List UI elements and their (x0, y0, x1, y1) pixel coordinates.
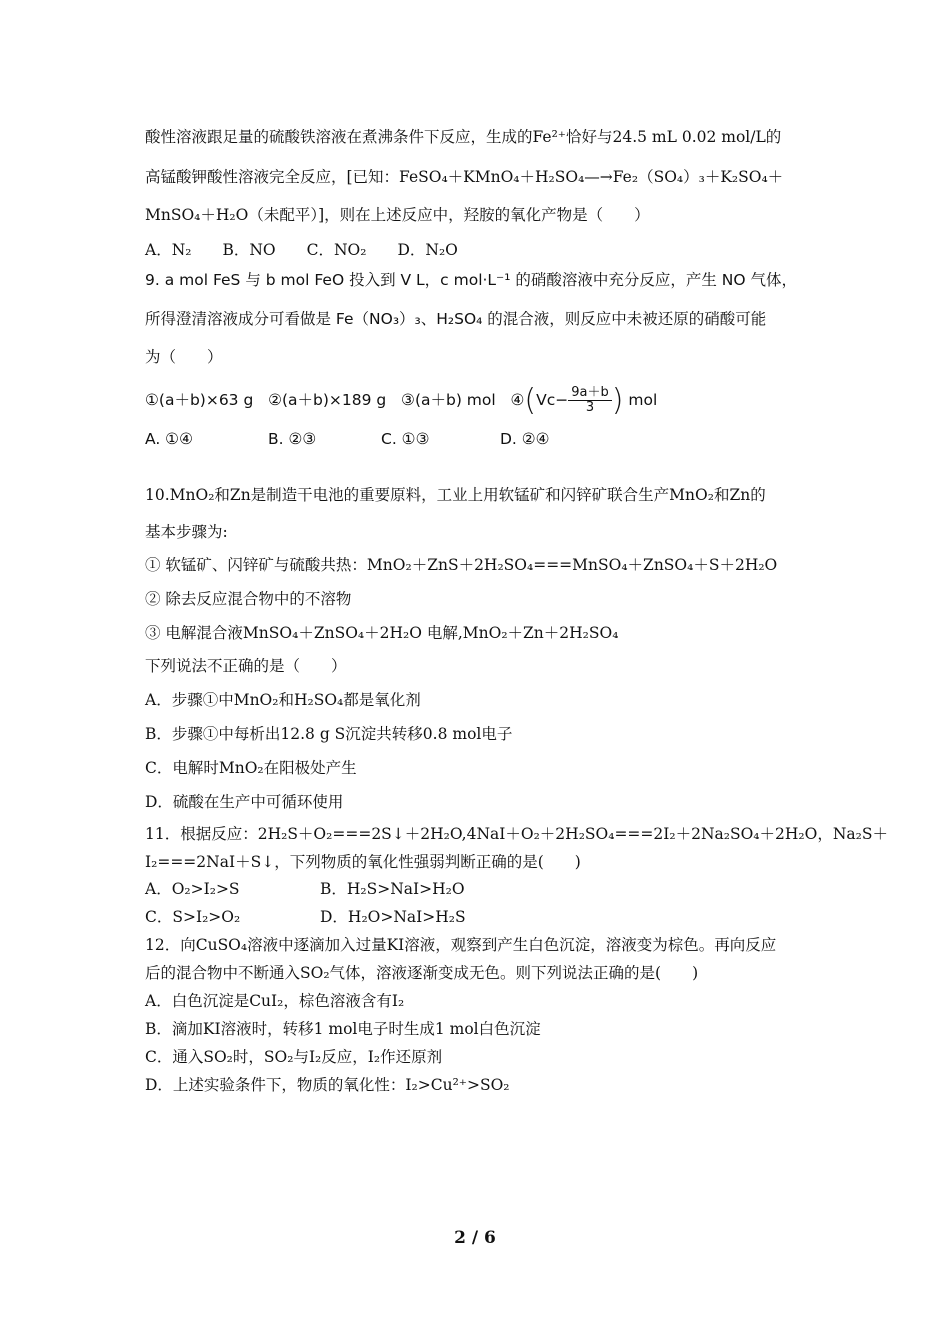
text-line-q10a: 10.MnO₂和Zn是制造干电池的重要原料，工业上用软锰矿和闪锌矿联合生产MnO₂和Zn的 (145, 486, 766, 504)
text-line-q10B: B．步骤①中每析出12.8 g S沉淀共转移0.8 mol电子 (145, 725, 513, 743)
text-line-l2: 高锰酸钾酸性溶液完全反应，[已知：FeSO₄＋KMnO₄＋H₂SO₄—→Fe₂（SO₄）₃＋K₂SO₄＋ (145, 168, 784, 186)
text-line-q12C: C．通入SO₂时，SO₂与I₂反应，I₂作还原剂 (145, 1048, 443, 1066)
q9-option-b: B. ②③ (268, 430, 317, 448)
text-line-l1: 酸性溶液跟足量的硫酸铁溶液在煮沸条件下反应，生成的Fe²⁺恰好与24.5 mL 0.02 mol/L的 (145, 128, 782, 146)
text-line-q10c: ① 软锰矿、闪锌矿与硫酸共热：MnO₂＋ZnS＋2H₂SO₄===MnSO₄＋ZnSO₄＋S＋2H₂O (145, 556, 778, 574)
text-line-q12A: A．白色沉淀是CuI₂，棕色溶液含有I₂ (145, 992, 405, 1010)
text-line-q9c: 为（ ） (145, 348, 223, 366)
text-line-q9a: 9. a mol FeS 与 b mol FeO 投入到 V L，c mol·L⁻¹ 的硝酸溶液中充分反应，产生 NO 气体， (145, 271, 798, 289)
q9-choice-4-unit: mol (628, 391, 658, 409)
q9-option-d: D. ②④ (500, 430, 550, 448)
q11-option-a: A．O₂>I₂>S (145, 880, 240, 898)
q9-option-a: A. ①④ (145, 430, 193, 448)
text-line-q10C: C．电解时MnO₂在阳极处产生 (145, 759, 357, 777)
q9-choice-1: ①(a＋b)×63 g (145, 391, 254, 409)
text-line-q10D: D．硫酸在生产中可循环使用 (145, 793, 344, 811)
q9-choice-4-vc: Vc− (536, 391, 569, 409)
text-line-q9b: 所得澄清溶液成分可看做是 Fe（NO₃）₃、H₂SO₄ 的混合液，则反应中未被还原的硝酸可能 (145, 310, 767, 328)
text-line-q11a: 11．根据反应：2H₂S＋O₂===2S↓＋2H₂O,4NaI＋O₂＋2H₂SO₄===2I₂＋2Na₂SO₄＋2H₂O，Na₂S＋ (145, 825, 888, 843)
q9-choices: ①(a＋b)×63 g ②(a＋b)×189 g ③(a＋b) mol ④(Vc− $\frac{9a+b}{3}$ ) mol (145, 383, 658, 418)
text-line-l3: MnSO₄＋H₂O（未配平）]，则在上述反应中，羟胺的氧化产物是（ ） (145, 206, 650, 224)
text-line-q12b: 后的混合物中不断通入SO₂气体，溶液逐渐变成无色。则下列说法正确的是( ) (145, 964, 699, 982)
text-line-q10d: ② 除去反应混合物中的不溶物 (145, 590, 352, 608)
text-line-q12D: D．上述实验条件下，物质的氧化性：I₂>Cu²⁺>SO₂ (145, 1076, 510, 1094)
q11-option-b: B．H₂S>NaI>H₂O (320, 880, 465, 898)
q9-choice-3: ③(a＋b) mol (401, 391, 496, 409)
text-line-l4: A．N₂ B．NO C．NO₂ D．N₂O (145, 241, 458, 259)
q9-choice-2: ②(a＋b)×189 g (268, 391, 387, 409)
fraction-numerator: 9a＋b (568, 386, 612, 401)
text-line-q12B: B．滴加KI溶液时，转移1 mol电子时生成1 mol白色沉淀 (145, 1020, 541, 1038)
fraction-denominator: 3 (585, 400, 595, 415)
text-line-q11b: I₂===2NaI＋S↓，下列物质的氧化性强弱判断正确的是( ) (145, 853, 581, 871)
page-number: 2 / 6 (454, 1228, 496, 1248)
q11-option-d: D．H₂O>NaI>H₂S (320, 908, 466, 926)
q11-option-c: C．S>I₂>O₂ (145, 908, 241, 926)
text-line-q10e: ③ 电解混合液MnSO₄＋ZnSO₄＋2H₂O 电解,MnO₂＋Zn＋2H₂SO₄ (145, 624, 619, 642)
q9-option-c: C. ①③ (381, 430, 430, 448)
text-line-q12a: 12．向CuSO₄溶液中逐滴加入过量KI溶液，观察到产生白色沉淀，溶液变为棕色。再向反应 (145, 936, 777, 954)
text-line-q10b: 基本步骤为: (145, 523, 228, 541)
text-line-q10A: A．步骤①中MnO₂和H₂SO₄都是氧化剂 (145, 691, 421, 709)
q9-choice-4-fraction (568, 386, 612, 416)
q9-choice-4-prefix: ④ (510, 391, 525, 409)
text-line-q10f: 下列说法不正确的是（ ） (145, 657, 347, 675)
